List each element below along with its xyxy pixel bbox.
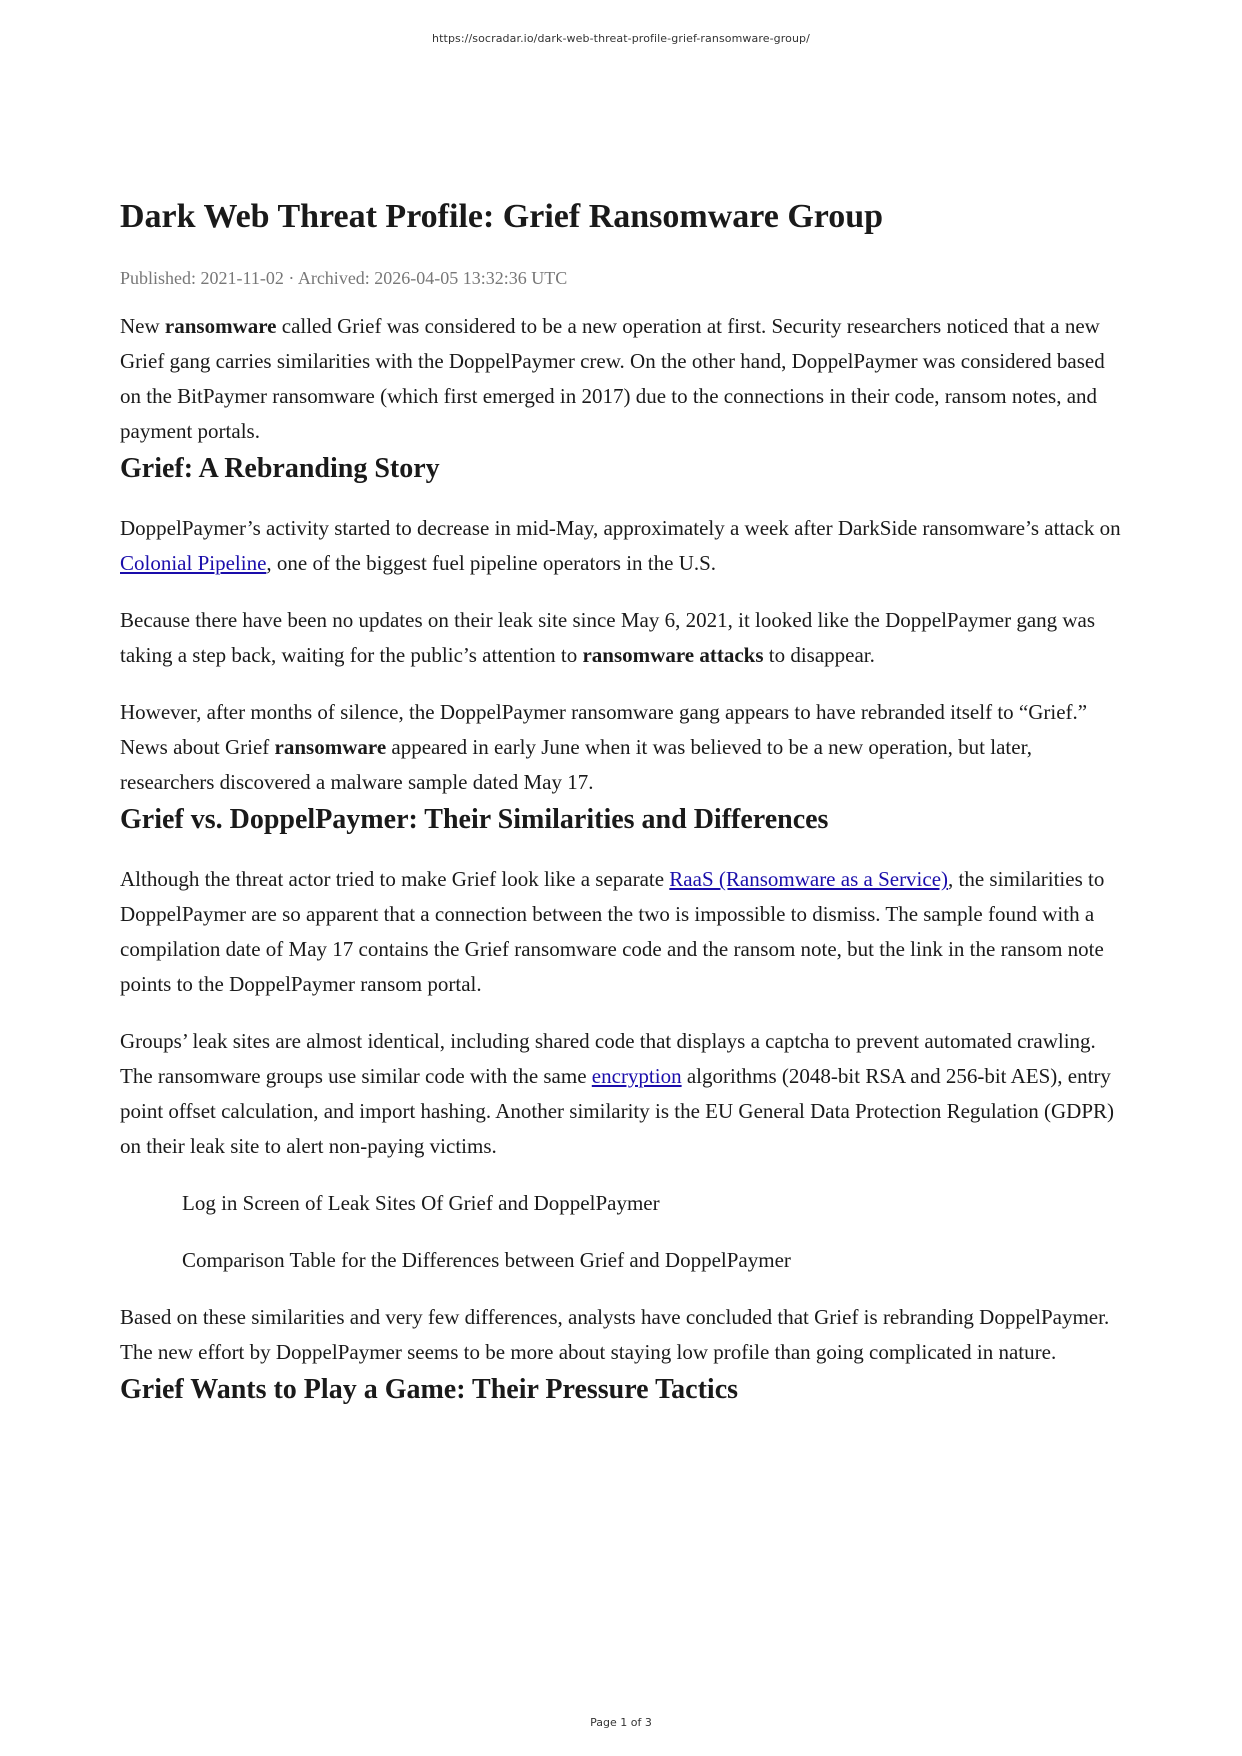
paragraph: DoppelPaymer’s activity started to decrease in mid-May, approximately a week after DarkSide ransomware’s attack on Colonial Pipeline, one of the biggest fuel pipeline operators in the U.S. xyxy=(120,516,1121,575)
article-title: Dark Web Threat Profile: Grief Ransomware Group xyxy=(120,198,884,235)
bold-term: ransomware attacks xyxy=(582,643,764,667)
source-url: https://socradar.io/dark-web-threat-profile-grief-ransomware-group/ xyxy=(432,32,810,45)
page-number: Page 1 of 3 xyxy=(590,1716,652,1729)
encryption-link[interactable]: encryption xyxy=(591,1064,682,1088)
colonial-pipeline-link[interactable]: Colonial Pipeline xyxy=(120,551,267,575)
bold-term: ransomware xyxy=(274,735,387,759)
raas-link[interactable]: RaaS (Ransomware as a Service) xyxy=(669,867,949,891)
figure-caption-login: Log in Screen of Leak Sites Of Grief and DoppelPaymer xyxy=(182,1191,660,1215)
paragraph: Although the threat actor tried to make Grief look like a separate RaaS (Ransomware as a Service), the similarities to DoppelPaymer are so apparent that a connection between the two is impossible to dismiss. The sample found with a compilation date of May 17 contains the Grief ransomware code and the ransom note, but the link in the ransom note points to the DoppelPaymer ransom portal. xyxy=(120,867,1105,996)
section-heading-pressure-tactics: Grief Wants to Play a Game: Their Pressure Tactics xyxy=(120,1374,739,1405)
bold-term: ransomware xyxy=(164,314,277,338)
intro-paragraph: New ransomware called Grief was considered to be a new operation at first. Security researchers noticed that a new Grief gang carries similarities with the DoppelPaymer crew. On the other hand, DoppelPaymer was considered based on the BitPaymer ransomware (which first emerged in 2017) due to the connections in their code, ransom notes, and payment portals. xyxy=(120,314,1105,443)
paragraph: Based on these similarities and very few differences, analysts have concluded that Grief is rebranding DoppelPaymer. The new effort by DoppelPaymer seems to be more about staying low profile than going complicated in nature. xyxy=(120,1305,1110,1364)
section-heading-rebranding: Grief: A Rebranding Story xyxy=(120,453,440,484)
section-heading-comparison: Grief vs. DoppelPaymer: Their Similarities and Differences xyxy=(120,804,829,835)
paragraph: However, after months of silence, the DoppelPaymer ransomware gang appears to have rebranded itself to “Grief.” News about Grief ransomware appeared in early June when it was believed to be a new operation, but later, researchers discovered a malware sample dated May 17. xyxy=(120,700,1088,794)
figure-caption-comparison: Comparison Table for the Differences between Grief and DoppelPaymer xyxy=(182,1248,791,1272)
publish-meta: Published: 2021-11-02 · Archived: 2026-04-05 13:32:36 UTC xyxy=(120,268,568,288)
paragraph: Because there have been no updates on their leak site since May 6, 2021, it looked like the DoppelPaymer gang was taking a step back, waiting for the public’s attention to ransomware attacks to disappear. xyxy=(120,608,1096,667)
article xyxy=(120,198,1130,1410)
paragraph: Groups’ leak sites are almost identical, including shared code that displays a captcha to prevent automated crawling. The ransomware groups use similar code with the same encryption algorithms (2048-bit RSA and 256-bit AES), entry point offset calculation, and import hashing. Another similarity is the EU General Data Protection Regulation (GDPR) on their leak site to alert non-paying victims. xyxy=(120,1029,1114,1158)
